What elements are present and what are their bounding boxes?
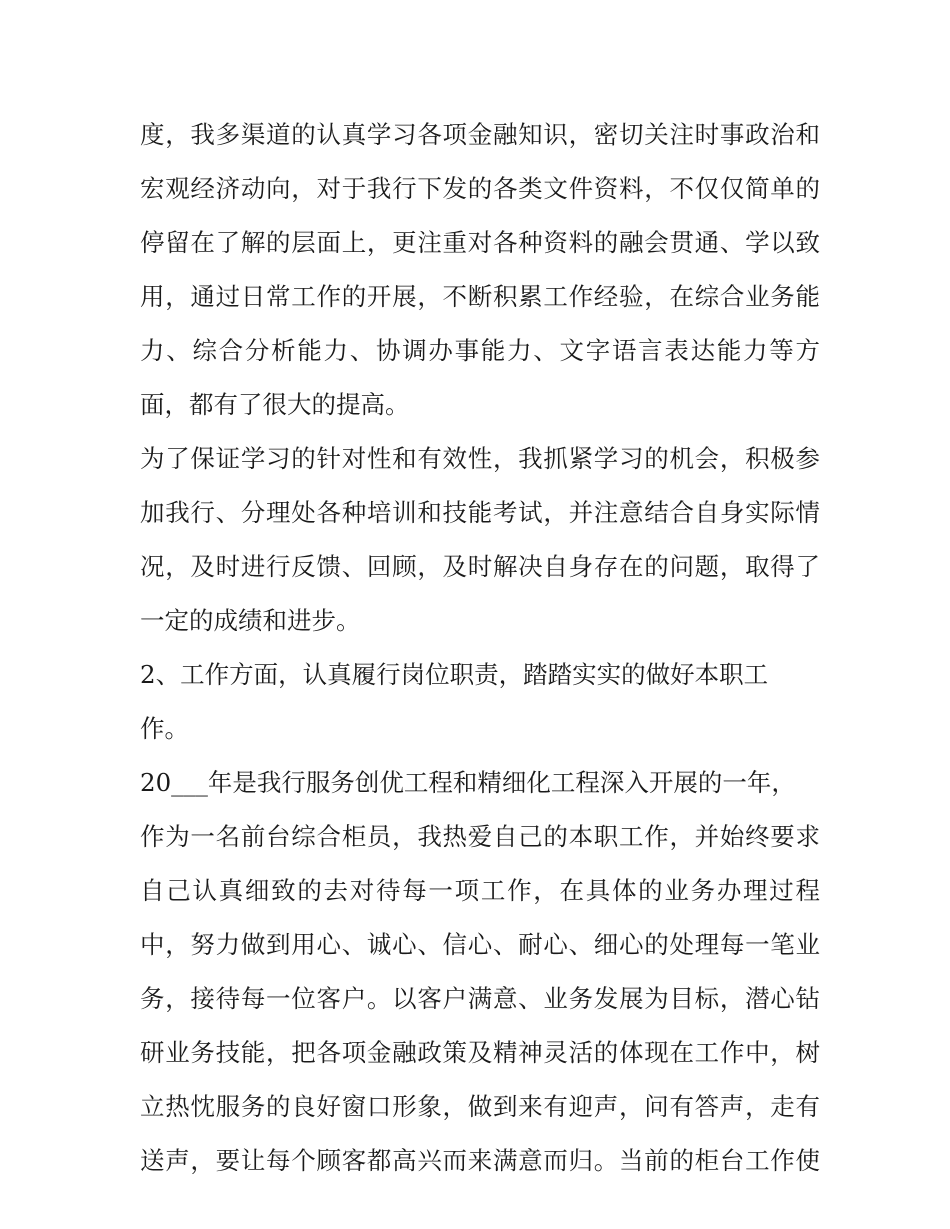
text-line: 停留在了解的层面上，更注重对各种资料的融会贯通、学以致 <box>140 228 820 257</box>
text-line: 度，我多渠道的认真学习各项金融知识，密切关注时事政治和 <box>140 120 820 149</box>
body-text <box>140 108 820 1188</box>
text-line: 用，通过日常工作的开展，不断积累工作经验，在综合业务能 <box>140 282 820 311</box>
text-line: 送声，要让每个顾客都高兴而来满意而归。当前的柜台工作使 <box>140 1146 820 1175</box>
text-line: 加我行、分理处各种培训和技能考试，并注意结合自身实际情 <box>140 498 820 527</box>
text-line: 一定的成绩和进步。 <box>140 606 361 635</box>
section-heading-line: 作。 <box>140 714 189 743</box>
text-line: 20___年是我行服务创优工程和精细化工程深入开展的一年， <box>140 768 796 797</box>
text-line: 立热忱服务的良好窗口形象，做到来有迎声，问有答声，走有 <box>140 1092 820 1121</box>
text-line: 中，努力做到用心、诚心、信心、耐心、细心的处理每一笔业 <box>140 930 820 959</box>
text-line: 面，都有了很大的提高。 <box>140 390 410 419</box>
text-line: 作为一名前台综合柜员，我热爱自己的本职工作，并始终要求 <box>140 822 820 851</box>
text-line: 力、综合分析能力、协调办事能力、文字语言表达能力等方 <box>140 336 820 365</box>
text-line: 为了保证学习的针对性和有效性，我抓紧学习的机会，积极参 <box>140 444 820 473</box>
text-line: 研业务技能，把各项金融政策及精神灵活的体现在工作中，树 <box>140 1038 820 1067</box>
text-line: 况，及时进行反馈、回顾，及时解决自身存在的问题，取得了 <box>140 552 820 581</box>
text-line: 自己认真细致的去对待每一项工作，在具体的业务办理过程 <box>140 876 820 905</box>
text-line: 宏观经济动向，对于我行下发的各类文件资料，不仅仅简单的 <box>140 174 820 203</box>
section-heading-line: 2、工作方面，认真履行岗位职责，踏踏实实的做好本职工 <box>140 660 769 689</box>
text-line: 务，接待每一位客户。以客户满意、业务发展为目标，潜心钻 <box>140 984 820 1013</box>
